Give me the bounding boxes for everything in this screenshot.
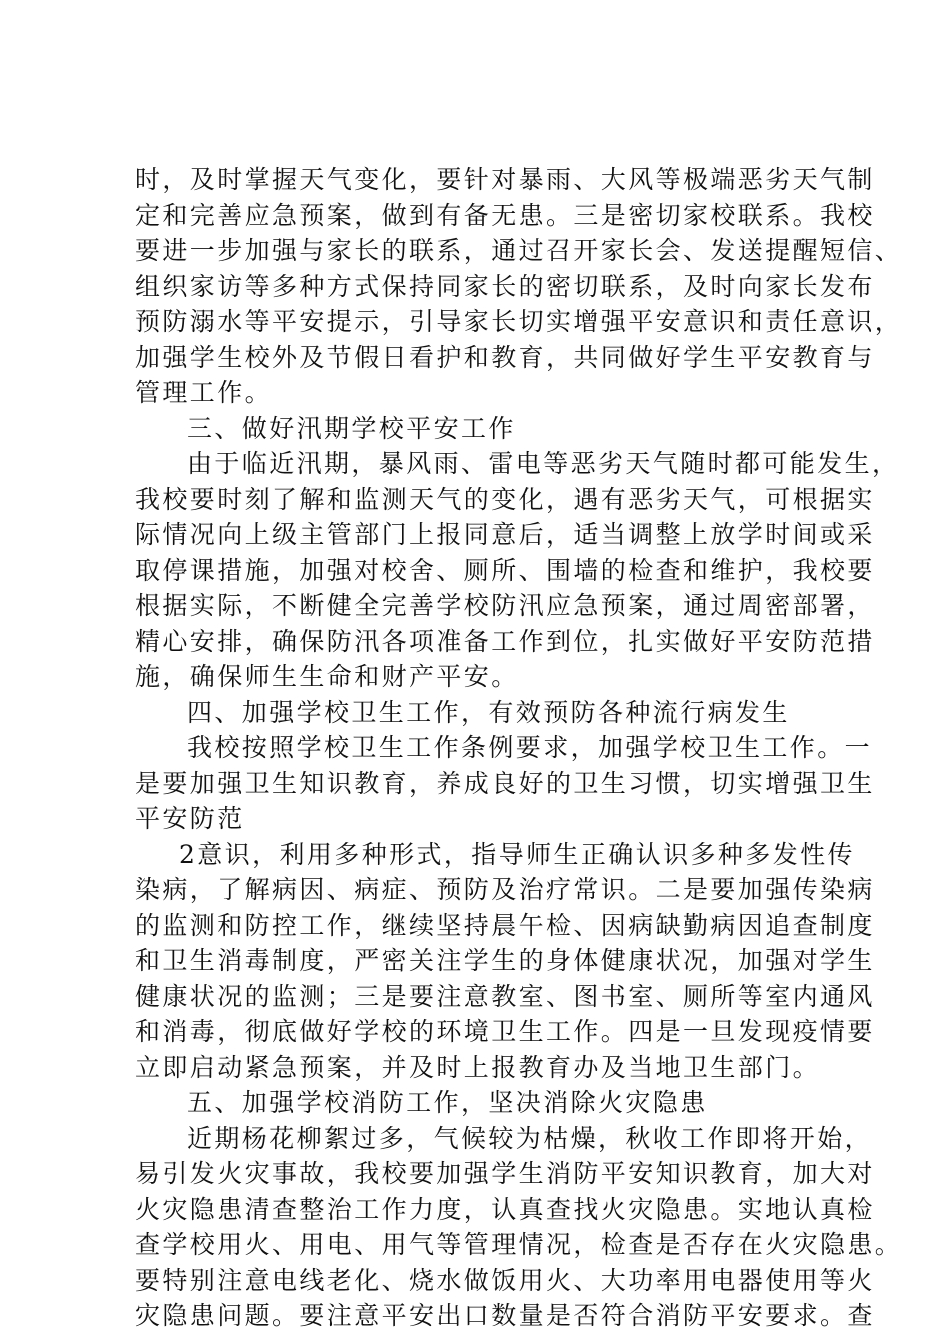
text-line: 灾隐患问题。要注意平安出口数量是否符合消防平安要求。查 [135, 1301, 875, 1330]
text-line: 管理工作。 [135, 378, 273, 407]
text-line: 立即启动紧急预案，并及时上报教育办及当地卫生部门。 [135, 1052, 821, 1082]
text-line: 查学校用火、用电、用气等管理情况，检查是否存在火灾隐患。 [135, 1230, 903, 1259]
text-line: 加强学生校外及节假日看护和教育，共同做好学生平安教育与 [135, 342, 875, 372]
text-line: 火灾隐患清查整治工作力度，认真查找火灾隐患。实地认真检 [135, 1194, 875, 1224]
text-line: 时，及时掌握天气变化，要针对暴雨、大风等极端恶劣天气制 [135, 165, 875, 194]
text-line: 健康状况的监测；三是要注意教室、图书室、厕所等室内通风 [135, 981, 875, 1011]
text-line: 预防溺水等平安提示，引导家长切实增强平安意识和责任意识， [135, 307, 903, 336]
text-line: 易引发火灾事故，我校要加强学生消防平安知识教育，加大对 [135, 1159, 875, 1188]
text-line: 施，确保师生生命和财产平安。 [135, 662, 519, 691]
text-line: 要特别注意电线老化、烧水做饭用火、大功率用电器使用等火 [135, 1265, 875, 1295]
text-line: 由于临近汛期，暴风雨、雷电等恶劣天气随时都可能发生， [187, 449, 900, 478]
text-line: 要进一步加强与家长的联系，通过召开家长会、发送提醒短信、 [135, 236, 903, 265]
text-line: 精心安排，确保防汛各项准备工作到位，扎实做好平安防范措 [135, 626, 875, 656]
text-line: 取停课措施，加强对校舍、厕所、围墙的检查和维护，我校要 [135, 555, 875, 585]
text-line: 际情况向上级主管部门上报同意后，适当调整上放学时间或采 [135, 520, 875, 549]
document-body [135, 162, 903, 1334]
text-line: 组织家访等多种方式保持同家长的密切联系，及时向家长发布 [135, 271, 875, 301]
section-heading: 五、加强学校消防工作，坚决消除火灾隐患 [187, 1088, 708, 1117]
text-line: 我校要时刻了解和监测天气的变化，遇有恶劣天气，可根据实 [135, 484, 875, 514]
section-heading: 三、做好汛期学校平安工作 [187, 413, 516, 443]
text-line: 2意识，利用多种形式，指导师生正确认识多种多发性传 [179, 839, 855, 869]
text-line: 根据实际，不断健全完善学校防汛应急预案，通过周密部署， [135, 591, 875, 620]
section-heading: 四、加强学校卫生工作，有效预防各种流行病发生 [187, 697, 790, 727]
text-line: 定和完善应急预案，做到有备无患。三是密切家校联系。我校 [135, 200, 875, 230]
text-line: 和卫生消毒制度，严密关注学生的身体健康状况，加强对学生 [135, 946, 875, 975]
text-line: 和消毒，彻底做好学校的环境卫生工作。四是一旦发现疫情要 [135, 1017, 875, 1046]
text-line: 是要加强卫生知识教育，养成良好的卫生习惯，切实增强卫生 [135, 768, 875, 798]
text-line: 平安防范 [135, 804, 245, 833]
text-line: 的监测和防控工作，继续坚持晨午检、因病缺勤病因追查制度 [135, 910, 875, 940]
text-line: 近期杨花柳絮过多，气候较为枯燥，秋收工作即将开始， [187, 1123, 873, 1153]
text-line: 我校按照学校卫生工作条例要求，加强学校卫生工作。一 [187, 733, 873, 762]
text-line: 染病，了解病因、病症、预防及治疗常识。二是要加强传染病 [135, 875, 875, 904]
